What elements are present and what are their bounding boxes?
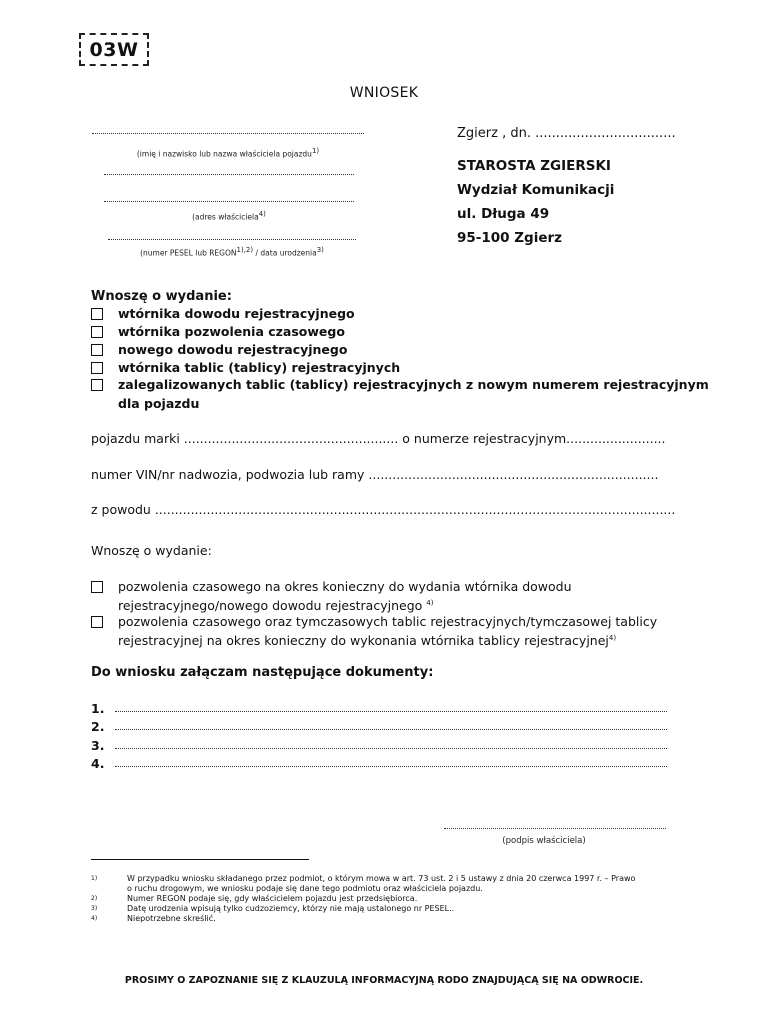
owner-address-field-2[interactable] <box>104 201 354 202</box>
form-code: 03W <box>89 38 139 61</box>
pesel-regon-field[interactable] <box>108 239 356 240</box>
option-label: wtórnika tablic (tablicy) rejestracyjnych <box>118 360 401 375</box>
reason-line[interactable]: z powodu ................................................................................................................................... <box>91 502 676 517</box>
option-duplicate-temporary-permit[interactable] <box>91 324 345 339</box>
owner-address-caption: (adres właściciela$^{4)}$ <box>192 210 266 222</box>
option-duplicate-plates[interactable] <box>91 360 400 375</box>
checkbox[interactable] <box>91 344 103 356</box>
addressee-line-4: 95-100 Zgierz <box>457 230 563 246</box>
option-duplicate-registration[interactable] <box>91 306 355 321</box>
signature-field[interactable] <box>444 828 666 829</box>
gdpr-notice: PROSIMY O ZAPOZNANIE SIĘ Z KLAUZULĄ INFORMACYJNĄ RODO ZNAJDUJĄCĄ SIĘ NA ODWROCIE. <box>124 975 644 986</box>
footnote-separator <box>91 859 309 860</box>
option-label: wtórnika dowodu rejestracyjnego <box>118 306 355 321</box>
footnote-3: 3) Datę urodzenia wpisują tylko cudzoziemcy, którzy nie mają ustalonego nr PESEL.. <box>91 904 455 913</box>
checkbox[interactable] <box>91 308 103 320</box>
vehicle-brand-line[interactable]: pojazdu marki ...................................................... o numerze rejestracyjnym......................... <box>91 431 666 446</box>
footnotes <box>91 874 691 924</box>
option-text: pozwolenia czasowego oraz tymczasowych tablic rejestracyjnych/tymczasowej tablicy rejestracyjnej na okres konieczny do wykonania wtórnika tablicy rejestracyjnej$^{4)}$ <box>118 614 658 649</box>
owner-name-caption: (imię i nazwisko lub nazwa właściciela pojazdu$^{1)}$ <box>136 147 320 159</box>
attachment-item-1[interactable]: 1. <box>91 701 667 716</box>
addressee-line-1: STAROSTA ZGIERSKI <box>457 158 611 174</box>
option-label: nowego dowodu rejestracyjnego <box>118 342 348 357</box>
footnote-2: 2) Numer REGON podaje się, gdy właścicielem pojazdu jest przedsiębiorca. <box>91 894 418 903</box>
checkbox[interactable] <box>91 379 103 391</box>
option-legalized-plates[interactable] <box>91 377 709 392</box>
request2-heading: Wnoszę o wydanie: <box>91 543 212 558</box>
pesel-regon-caption: (numer PESEL lub $REGON^{1),2)}$ / data urodzenia$^{3)}$ <box>140 246 324 258</box>
checkbox[interactable] <box>91 326 103 338</box>
attachments-heading: Do wniosku załączam następujące dokumenty: <box>91 665 434 680</box>
vin-line[interactable]: numer VIN/nr nadwozia, podwozia lub ramy ......................................................................... <box>91 467 659 482</box>
owner-address-field-1[interactable] <box>104 174 354 175</box>
checkbox[interactable] <box>91 616 103 628</box>
option-label: zalegalizowanych tablic (tablicy) rejestracyjnych z nowym numerem rejestracyjnym <box>118 377 709 392</box>
footnote-4: 4) Niepotrzebne skreślić. <box>91 914 216 923</box>
option-new-registration[interactable] <box>91 342 347 357</box>
document-title: WNIOSEK <box>349 85 419 101</box>
attachment-item-3[interactable]: 3. <box>91 738 667 753</box>
attachment-item-2[interactable]: 2. <box>91 719 667 734</box>
checkbox[interactable] <box>91 362 103 374</box>
owner-name-field[interactable] <box>92 133 364 134</box>
option-temporary-permit[interactable] <box>91 578 681 614</box>
form-code-badge <box>79 33 149 66</box>
option-continuation: dla pojazdu <box>118 396 200 411</box>
option-label: wtórnika pozwolenia czasowego <box>118 324 345 339</box>
addressee-line-3: ul. Długa 49 <box>457 206 550 222</box>
footnote-1: 1) W przypadku wniosku składanego przez podmiot, o którym mowa w art. 73 ust. 2 i 5 ustawy z dnia 20 czerwca 1997 r. – Prawo o ruchu drogowym, we wniosku podaje się dane tego podmiotu oraz właściciela pojazdu. <box>91 874 636 893</box>
signature-caption: (podpis właściciela) <box>502 836 586 846</box>
request-heading: Wnoszę o wydanie: <box>91 289 232 304</box>
checkbox[interactable] <box>91 581 103 593</box>
attachment-item-4[interactable]: 4. <box>91 756 667 771</box>
addressee-line-2: Wydział Komunikacji <box>457 182 615 198</box>
option-text: pozwolenia czasowego na okres konieczny do wydania wtórnika dowodu rejestracyjnego/nowego dowodu rejestracyjnego $^{4)}$ <box>118 579 572 614</box>
place-date[interactable]: Zgierz , dn. .................................. <box>457 126 676 141</box>
option-temporary-plates[interactable] <box>91 613 691 649</box>
